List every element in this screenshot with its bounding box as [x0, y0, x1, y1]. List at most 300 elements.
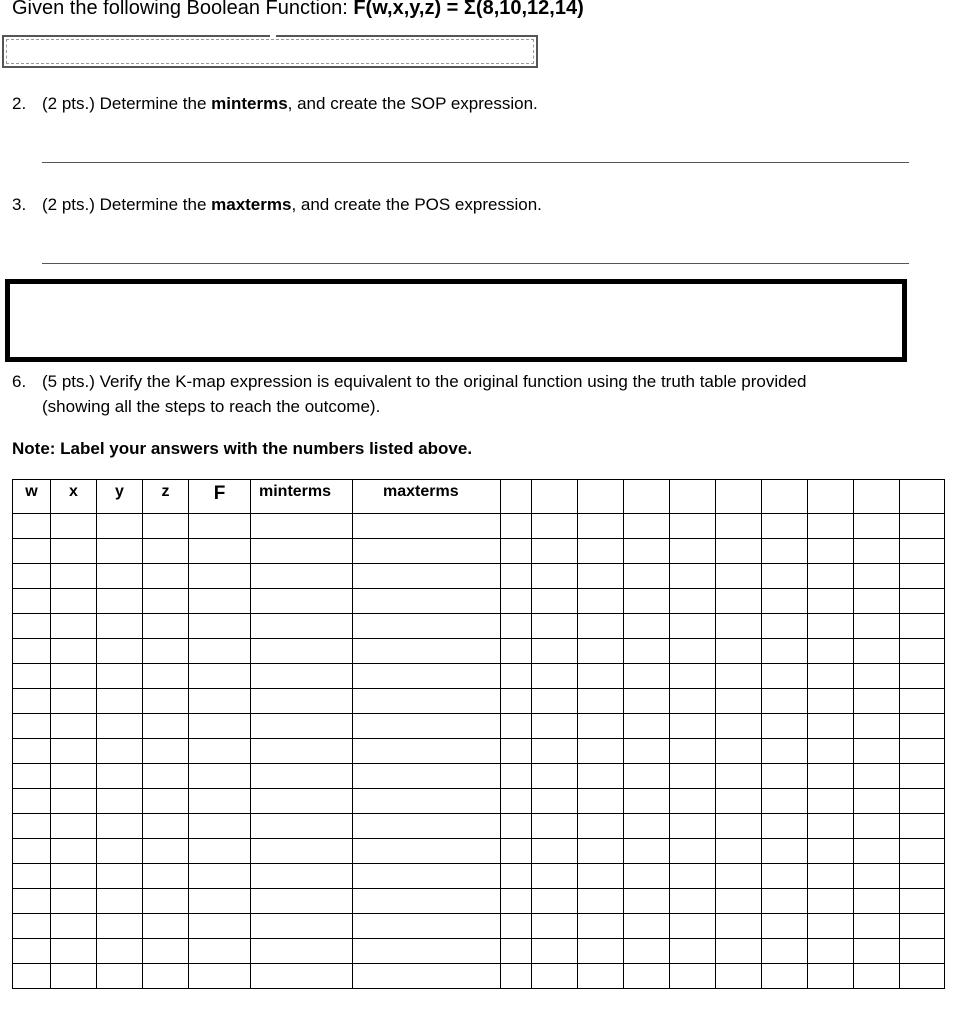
table-cell[interactable] [353, 514, 501, 539]
table-cell[interactable] [578, 639, 624, 664]
table-cell[interactable] [808, 889, 854, 914]
table-cell[interactable] [51, 764, 97, 789]
table-cell[interactable] [900, 689, 945, 714]
table-cell[interactable] [624, 539, 670, 564]
table-cell[interactable] [97, 589, 143, 614]
table-cell[interactable] [854, 914, 900, 939]
table-cell[interactable] [251, 664, 353, 689]
table-cell[interactable] [13, 714, 51, 739]
table-cell[interactable] [900, 739, 945, 764]
table-cell[interactable] [624, 914, 670, 939]
table-cell[interactable] [716, 739, 762, 764]
table-cell[interactable] [97, 689, 143, 714]
table-cell[interactable] [51, 689, 97, 714]
table-cell[interactable] [13, 639, 51, 664]
table-cell[interactable] [854, 639, 900, 664]
table-cell[interactable] [762, 689, 808, 714]
table-cell[interactable] [353, 764, 501, 789]
table-cell[interactable] [808, 914, 854, 939]
table-cell[interactable] [670, 714, 716, 739]
table-cell[interactable] [353, 664, 501, 689]
table-cell[interactable] [578, 889, 624, 914]
table-cell[interactable] [624, 614, 670, 639]
table-cell[interactable] [762, 739, 808, 764]
table-cell[interactable] [143, 539, 189, 564]
table-cell[interactable] [532, 814, 578, 839]
table-cell[interactable] [854, 714, 900, 739]
table-cell[interactable] [189, 864, 251, 889]
table-cell[interactable] [251, 714, 353, 739]
table-cell[interactable] [97, 914, 143, 939]
table-cell[interactable] [501, 689, 532, 714]
table-cell[interactable] [143, 939, 189, 964]
table-cell[interactable] [143, 514, 189, 539]
table-cell[interactable] [900, 764, 945, 789]
table-cell[interactable] [51, 864, 97, 889]
table-cell[interactable] [501, 539, 532, 564]
table-cell[interactable] [353, 714, 501, 739]
table-cell[interactable] [251, 739, 353, 764]
table-cell[interactable] [51, 914, 97, 939]
table-cell[interactable] [762, 664, 808, 689]
table-cell[interactable] [143, 864, 189, 889]
table-cell[interactable] [578, 539, 624, 564]
table-cell[interactable] [808, 564, 854, 589]
table-cell[interactable] [716, 814, 762, 839]
table-cell[interactable] [532, 764, 578, 789]
table-cell[interactable] [900, 589, 945, 614]
table-cell[interactable] [578, 664, 624, 689]
table-cell[interactable] [97, 939, 143, 964]
table-cell[interactable] [143, 564, 189, 589]
table-cell[interactable] [808, 864, 854, 889]
table-cell[interactable] [532, 514, 578, 539]
table-cell[interactable] [189, 739, 251, 764]
table-cell[interactable] [251, 514, 353, 539]
table-cell[interactable] [189, 939, 251, 964]
table-cell[interactable] [189, 664, 251, 689]
table-cell[interactable] [900, 864, 945, 889]
table-cell[interactable] [97, 639, 143, 664]
table-cell[interactable] [189, 764, 251, 789]
table-cell[interactable] [51, 789, 97, 814]
table-cell[interactable] [854, 814, 900, 839]
table-cell[interactable] [353, 564, 501, 589]
table-cell[interactable] [808, 589, 854, 614]
table-cell[interactable] [251, 589, 353, 614]
table-cell[interactable] [97, 564, 143, 589]
table-cell[interactable] [716, 664, 762, 689]
table-cell[interactable] [532, 639, 578, 664]
table-cell[interactable] [670, 864, 716, 889]
table-cell[interactable] [762, 789, 808, 814]
table-cell[interactable] [189, 889, 251, 914]
table-cell[interactable] [13, 839, 51, 864]
table-cell[interactable] [716, 964, 762, 989]
table-cell[interactable] [762, 589, 808, 614]
table-cell[interactable] [353, 539, 501, 564]
table-cell[interactable] [251, 964, 353, 989]
table-cell[interactable] [501, 914, 532, 939]
table-cell[interactable] [624, 664, 670, 689]
table-cell[interactable] [578, 739, 624, 764]
table-cell[interactable] [854, 964, 900, 989]
table-cell[interactable] [624, 739, 670, 764]
table-cell[interactable] [716, 514, 762, 539]
table-cell[interactable] [251, 914, 353, 939]
table-cell[interactable] [762, 864, 808, 889]
table-cell[interactable] [578, 839, 624, 864]
table-cell[interactable] [51, 514, 97, 539]
table-cell[interactable] [189, 914, 251, 939]
table-cell[interactable] [854, 839, 900, 864]
table-cell[interactable] [624, 814, 670, 839]
table-cell[interactable] [762, 814, 808, 839]
table-cell[interactable] [501, 964, 532, 989]
table-cell[interactable] [51, 589, 97, 614]
table-cell[interactable] [808, 764, 854, 789]
table-cell[interactable] [670, 814, 716, 839]
table-cell[interactable] [97, 764, 143, 789]
table-cell[interactable] [13, 814, 51, 839]
table-cell[interactable] [900, 614, 945, 639]
table-cell[interactable] [624, 564, 670, 589]
table-cell[interactable] [13, 664, 51, 689]
table-cell[interactable] [670, 889, 716, 914]
table-cell[interactable] [189, 689, 251, 714]
table-cell[interactable] [143, 964, 189, 989]
table-cell[interactable] [501, 939, 532, 964]
table-cell[interactable] [13, 739, 51, 764]
table-cell[interactable] [189, 614, 251, 639]
table-cell[interactable] [13, 914, 51, 939]
table-cell[interactable] [251, 614, 353, 639]
table-cell[interactable] [762, 514, 808, 539]
table-cell[interactable] [808, 714, 854, 739]
table-cell[interactable] [353, 864, 501, 889]
table-cell[interactable] [251, 814, 353, 839]
table-cell[interactable] [854, 664, 900, 689]
table-cell[interactable] [900, 964, 945, 989]
table-cell[interactable] [624, 714, 670, 739]
table-cell[interactable] [143, 764, 189, 789]
table-cell[interactable] [353, 964, 501, 989]
table-cell[interactable] [624, 514, 670, 539]
table-cell[interactable] [501, 739, 532, 764]
table-cell[interactable] [578, 964, 624, 989]
table-cell[interactable] [13, 964, 51, 989]
table-cell[interactable] [97, 664, 143, 689]
table-cell[interactable] [716, 589, 762, 614]
table-cell[interactable] [501, 564, 532, 589]
table-cell[interactable] [189, 814, 251, 839]
table-cell[interactable] [900, 889, 945, 914]
table-cell[interactable] [13, 689, 51, 714]
table-cell[interactable] [189, 564, 251, 589]
table-cell[interactable] [13, 764, 51, 789]
table-cell[interactable] [854, 939, 900, 964]
table-cell[interactable] [143, 839, 189, 864]
table-cell[interactable] [578, 614, 624, 639]
table-cell[interactable] [189, 639, 251, 664]
table-cell[interactable] [854, 789, 900, 814]
table-cell[interactable] [353, 739, 501, 764]
table-cell[interactable] [624, 789, 670, 814]
table-cell[interactable] [251, 539, 353, 564]
table-cell[interactable] [808, 964, 854, 989]
table-cell[interactable] [578, 764, 624, 789]
table-cell[interactable] [854, 564, 900, 589]
answer-line-2[interactable] [42, 162, 909, 163]
table-cell[interactable] [97, 814, 143, 839]
table-cell[interactable] [13, 564, 51, 589]
table-cell[interactable] [501, 889, 532, 914]
table-cell[interactable] [13, 539, 51, 564]
table-cell[interactable] [97, 964, 143, 989]
table-cell[interactable] [670, 589, 716, 614]
table-cell[interactable] [624, 939, 670, 964]
table-cell[interactable] [854, 539, 900, 564]
table-cell[interactable] [501, 814, 532, 839]
table-cell[interactable] [670, 914, 716, 939]
table-cell[interactable] [762, 539, 808, 564]
table-cell[interactable] [501, 764, 532, 789]
table-cell[interactable] [716, 839, 762, 864]
table-cell[interactable] [532, 664, 578, 689]
table-cell[interactable] [854, 614, 900, 639]
table-cell[interactable] [353, 889, 501, 914]
table-cell[interactable] [353, 614, 501, 639]
table-cell[interactable] [716, 689, 762, 714]
table-cell[interactable] [51, 839, 97, 864]
table-cell[interactable] [670, 939, 716, 964]
table-cell[interactable] [808, 689, 854, 714]
table-cell[interactable] [13, 864, 51, 889]
table-cell[interactable] [251, 564, 353, 589]
table-cell[interactable] [762, 839, 808, 864]
table-cell[interactable] [762, 889, 808, 914]
table-cell[interactable] [532, 839, 578, 864]
table-cell[interactable] [51, 939, 97, 964]
table-cell[interactable] [189, 839, 251, 864]
table-cell[interactable] [251, 764, 353, 789]
table-cell[interactable] [762, 939, 808, 964]
table-cell[interactable] [716, 714, 762, 739]
table-cell[interactable] [624, 689, 670, 714]
table-cell[interactable] [97, 539, 143, 564]
table-cell[interactable] [143, 689, 189, 714]
table-cell[interactable] [900, 839, 945, 864]
table-cell[interactable] [189, 539, 251, 564]
table-cell[interactable] [578, 564, 624, 589]
table-cell[interactable] [143, 814, 189, 839]
table-cell[interactable] [51, 539, 97, 564]
table-cell[interactable] [762, 964, 808, 989]
table-cell[interactable] [762, 714, 808, 739]
table-cell[interactable] [143, 714, 189, 739]
table-cell[interactable] [143, 664, 189, 689]
table-cell[interactable] [143, 589, 189, 614]
table-cell[interactable] [670, 739, 716, 764]
table-cell[interactable] [51, 739, 97, 764]
table-cell[interactable] [532, 789, 578, 814]
table-cell[interactable] [501, 639, 532, 664]
table-cell[interactable] [854, 764, 900, 789]
table-cell[interactable] [578, 589, 624, 614]
table-cell[interactable] [189, 789, 251, 814]
answer-line-3[interactable] [42, 263, 909, 264]
table-cell[interactable] [97, 889, 143, 914]
table-cell[interactable] [532, 714, 578, 739]
table-cell[interactable] [532, 539, 578, 564]
table-cell[interactable] [143, 889, 189, 914]
table-cell[interactable] [143, 789, 189, 814]
table-cell[interactable] [501, 514, 532, 539]
table-cell[interactable] [501, 789, 532, 814]
table-cell[interactable] [13, 514, 51, 539]
table-cell[interactable] [97, 789, 143, 814]
table-cell[interactable] [51, 564, 97, 589]
table-cell[interactable] [143, 914, 189, 939]
table-cell[interactable] [716, 889, 762, 914]
table-cell[interactable] [143, 739, 189, 764]
table-cell[interactable] [578, 689, 624, 714]
table-cell[interactable] [51, 639, 97, 664]
table-cell[interactable] [716, 864, 762, 889]
table-cell[interactable] [532, 864, 578, 889]
table-cell[interactable] [353, 939, 501, 964]
table-cell[interactable] [900, 914, 945, 939]
table-cell[interactable] [251, 889, 353, 914]
table-cell[interactable] [808, 539, 854, 564]
table-cell[interactable] [97, 714, 143, 739]
table-cell[interactable] [532, 914, 578, 939]
table-cell[interactable] [808, 939, 854, 964]
table-cell[interactable] [808, 739, 854, 764]
table-cell[interactable] [578, 814, 624, 839]
table-cell[interactable] [578, 864, 624, 889]
table-cell[interactable] [624, 864, 670, 889]
table-cell[interactable] [501, 589, 532, 614]
table-cell[interactable] [670, 664, 716, 689]
table-cell[interactable] [353, 914, 501, 939]
table-cell[interactable] [900, 714, 945, 739]
table-cell[interactable] [716, 914, 762, 939]
table-cell[interactable] [251, 639, 353, 664]
table-cell[interactable] [900, 514, 945, 539]
table-cell[interactable] [762, 614, 808, 639]
table-cell[interactable] [532, 739, 578, 764]
table-cell[interactable] [501, 614, 532, 639]
table-cell[interactable] [532, 939, 578, 964]
table-cell[interactable] [900, 664, 945, 689]
table-cell[interactable] [97, 739, 143, 764]
table-cell[interactable] [854, 514, 900, 539]
table-cell[interactable] [900, 789, 945, 814]
table-cell[interactable] [762, 914, 808, 939]
table-cell[interactable] [670, 639, 716, 664]
table-cell[interactable] [624, 839, 670, 864]
table-cell[interactable] [13, 614, 51, 639]
table-cell[interactable] [670, 789, 716, 814]
table-cell[interactable] [189, 589, 251, 614]
table-cell[interactable] [670, 689, 716, 714]
table-cell[interactable] [808, 664, 854, 689]
table-cell[interactable] [854, 689, 900, 714]
table-cell[interactable] [670, 764, 716, 789]
table-cell[interactable] [716, 614, 762, 639]
table-cell[interactable] [762, 639, 808, 664]
table-cell[interactable] [532, 689, 578, 714]
table-cell[interactable] [854, 864, 900, 889]
table-cell[interactable] [51, 714, 97, 739]
table-cell[interactable] [532, 614, 578, 639]
table-cell[interactable] [670, 614, 716, 639]
table-cell[interactable] [624, 639, 670, 664]
table-cell[interactable] [900, 539, 945, 564]
table-cell[interactable] [353, 789, 501, 814]
table-cell[interactable] [353, 589, 501, 614]
table-cell[interactable] [189, 714, 251, 739]
table-cell[interactable] [578, 514, 624, 539]
table-cell[interactable] [670, 514, 716, 539]
table-cell[interactable] [51, 664, 97, 689]
table-cell[interactable] [353, 814, 501, 839]
table-cell[interactable] [808, 514, 854, 539]
table-cell[interactable] [578, 939, 624, 964]
table-cell[interactable] [501, 864, 532, 889]
table-cell[interactable] [251, 939, 353, 964]
table-cell[interactable] [808, 789, 854, 814]
table-cell[interactable] [13, 789, 51, 814]
table-cell[interactable] [353, 839, 501, 864]
table-cell[interactable] [578, 789, 624, 814]
table-cell[interactable] [808, 614, 854, 639]
table-cell[interactable] [716, 539, 762, 564]
table-cell[interactable] [900, 564, 945, 589]
table-cell[interactable] [143, 614, 189, 639]
table-cell[interactable] [353, 639, 501, 664]
table-cell[interactable] [716, 939, 762, 964]
table-cell[interactable] [900, 639, 945, 664]
table-cell[interactable] [624, 964, 670, 989]
table-cell[interactable] [900, 814, 945, 839]
table-cell[interactable] [13, 589, 51, 614]
table-cell[interactable] [251, 789, 353, 814]
table-cell[interactable] [532, 964, 578, 989]
table-cell[interactable] [532, 564, 578, 589]
table-cell[interactable] [670, 964, 716, 989]
table-cell[interactable] [670, 564, 716, 589]
table-cell[interactable] [900, 939, 945, 964]
table-cell[interactable] [97, 864, 143, 889]
table-cell[interactable] [501, 839, 532, 864]
table-cell[interactable] [624, 889, 670, 914]
table-cell[interactable] [670, 839, 716, 864]
table-cell[interactable] [189, 514, 251, 539]
table-cell[interactable] [854, 889, 900, 914]
table-cell[interactable] [624, 589, 670, 614]
table-cell[interactable] [670, 539, 716, 564]
table-cell[interactable] [501, 714, 532, 739]
table-cell[interactable] [762, 564, 808, 589]
table-cell[interactable] [13, 939, 51, 964]
table-cell[interactable] [578, 914, 624, 939]
table-cell[interactable] [716, 789, 762, 814]
table-cell[interactable] [532, 589, 578, 614]
table-cell[interactable] [51, 889, 97, 914]
table-cell[interactable] [501, 664, 532, 689]
